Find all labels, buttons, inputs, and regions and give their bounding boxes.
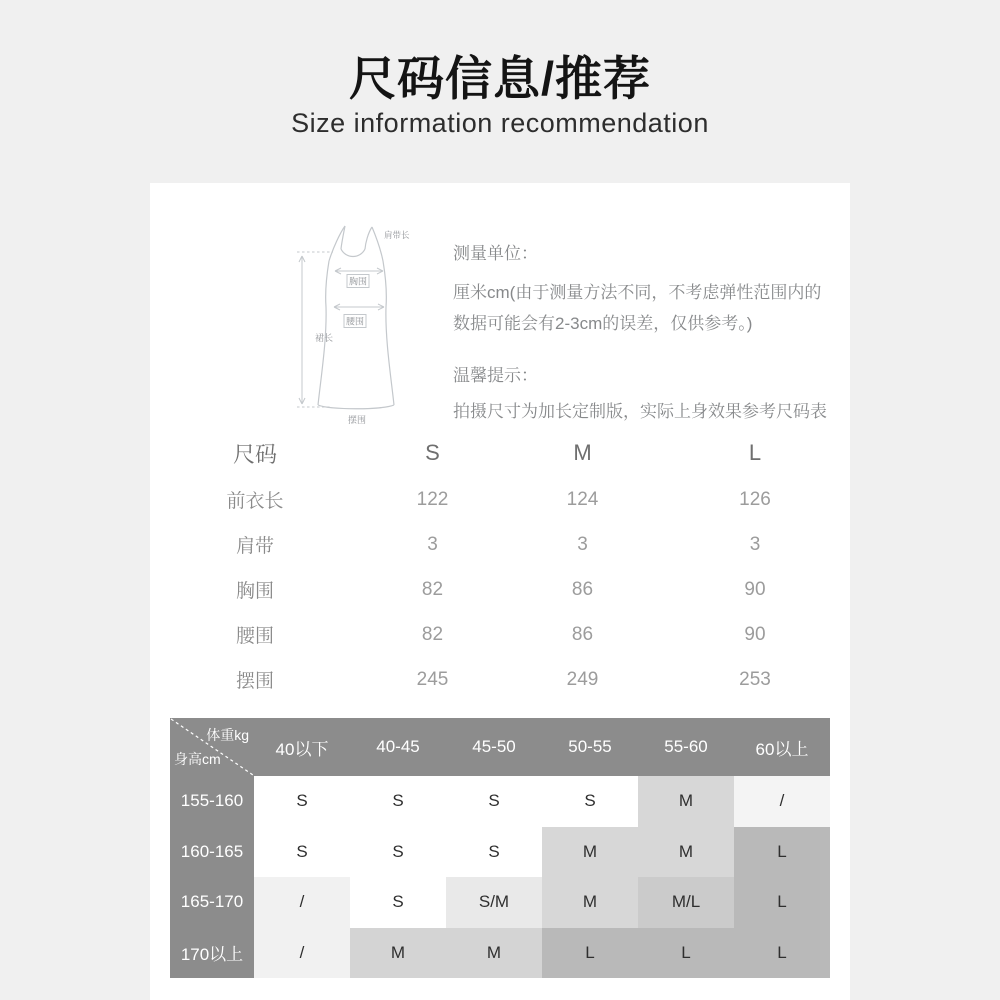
matrix-col-header: 50-55 — [568, 737, 612, 756]
matrix-cell: S — [254, 776, 350, 827]
cell-value: 126 — [739, 488, 771, 510]
dress-measurement-diagram — [290, 217, 412, 429]
page-subtitle: Size information recommendation — [291, 108, 709, 138]
table-row — [150, 612, 850, 657]
matrix-cell: L — [734, 928, 830, 979]
matrix-cell: S — [542, 776, 638, 827]
row-label: 腰围 — [235, 626, 274, 647]
matrix-col-header: 55-60 — [664, 737, 708, 756]
cell-value: 124 — [566, 488, 599, 510]
matrix-row — [170, 827, 830, 878]
matrix-cell: S — [350, 776, 446, 827]
cell-value: 253 — [739, 668, 771, 690]
size-table-header-s: S — [425, 440, 440, 465]
cell-value: 245 — [416, 668, 449, 690]
matrix-cell: M — [638, 776, 734, 827]
table-row — [150, 522, 850, 567]
measure-unit-line1: 厘米cm(由于测量方法不同，不考虑弹性范围内的 — [453, 283, 822, 302]
waist-label: 腰围 — [345, 316, 365, 327]
matrix-header-row — [170, 718, 830, 776]
corner-height-label: 身高cm — [174, 751, 221, 767]
matrix-cell: / — [254, 877, 350, 928]
strap-length-label: 肩带长 — [384, 230, 410, 240]
dress-neckline — [341, 249, 365, 257]
content-panel — [150, 183, 850, 1000]
matrix-cell: M — [350, 928, 446, 979]
skirt-length-label: 裙长 — [314, 333, 334, 343]
matrix-col-header: 60以上 — [755, 739, 809, 759]
matrix-cell: M — [542, 827, 638, 878]
cell-value: 86 — [571, 578, 594, 600]
cell-value: 122 — [416, 488, 449, 510]
matrix-cell: M — [542, 877, 638, 928]
cell-value: 82 — [421, 623, 444, 645]
matrix-cell: / — [254, 928, 350, 979]
size-table-header-row — [150, 429, 850, 477]
matrix-col-header: 40以下 — [275, 739, 329, 759]
skirt-length-arrow — [299, 256, 305, 404]
row-label: 前衣长 — [226, 491, 284, 512]
matrix-row — [170, 877, 830, 928]
matrix-row-label: 170以上 — [170, 928, 254, 979]
row-label: 摆围 — [235, 671, 274, 692]
measurement-notes — [453, 239, 848, 427]
matrix-cell: M — [446, 928, 542, 979]
size-recommendation-matrix — [170, 718, 830, 978]
size-table — [150, 429, 850, 702]
page-title: 尺码信息/推荐 — [348, 52, 652, 105]
tips-line1: 拍摄尺寸为加长定制版，实际上身效果参考尺码表 — [453, 402, 827, 421]
table-row — [150, 657, 850, 702]
bust-label: 胸围 — [348, 276, 368, 287]
matrix-col-header: 40-45 — [376, 737, 420, 756]
matrix-row-label: 155-160 — [170, 776, 254, 827]
matrix-cell: L — [734, 827, 830, 878]
cell-value: 3 — [427, 533, 438, 555]
table-row — [150, 567, 850, 612]
dress-sketch-icon — [290, 217, 412, 429]
matrix-cell: S — [254, 827, 350, 878]
matrix-cell: L — [542, 928, 638, 979]
matrix-cell: S — [350, 877, 446, 928]
cell-value: 249 — [566, 668, 599, 690]
table-row — [150, 477, 850, 522]
bust-arrow — [335, 268, 383, 274]
measure-unit-title: 测量单位： — [453, 244, 538, 263]
corner-weight-label: 体重kg — [206, 727, 249, 743]
row-label: 胸围 — [235, 581, 274, 602]
size-table-header-l: L — [748, 440, 762, 465]
cell-value: 3 — [749, 533, 761, 555]
matrix-row — [170, 928, 830, 979]
matrix-row — [170, 776, 830, 827]
matrix-cell: S/M — [446, 877, 542, 928]
size-table-header-m: M — [573, 440, 592, 465]
matrix-cell: S — [446, 776, 542, 827]
matrix-row-label: 165-170 — [170, 877, 254, 928]
cell-value: 90 — [744, 623, 766, 645]
matrix-cell: / — [734, 776, 830, 827]
hem-label: 摆围 — [347, 415, 367, 425]
matrix-row-label: 160-165 — [170, 827, 254, 878]
cell-value: 86 — [571, 623, 594, 645]
dress-right-strap-outer — [372, 227, 383, 261]
matrix-col-header: 45-50 — [472, 737, 516, 756]
matrix-cell: M — [638, 827, 734, 878]
matrix-cell: S — [350, 827, 446, 878]
row-label: 肩带 — [235, 536, 274, 557]
cell-value: 90 — [744, 578, 766, 600]
matrix-cell: M/L — [638, 877, 734, 928]
cell-value: 82 — [421, 578, 444, 600]
dress-left-strap-outer — [329, 226, 345, 261]
matrix-corner-cell — [170, 718, 254, 776]
matrix-cell: L — [638, 928, 734, 979]
size-table-header: 尺码 — [232, 441, 277, 467]
cell-value: 3 — [577, 533, 588, 555]
waist-arrow — [334, 304, 384, 310]
dress-right-strap-inner — [365, 227, 372, 249]
matrix-cell: L — [734, 877, 830, 928]
matrix-cell: S — [446, 827, 542, 878]
measure-unit-line2: 数据可能会有2-3cm的误差，仅供参考。) — [453, 314, 753, 333]
tips-title: 温馨提示： — [453, 366, 538, 385]
dress-right-side — [383, 261, 394, 405]
